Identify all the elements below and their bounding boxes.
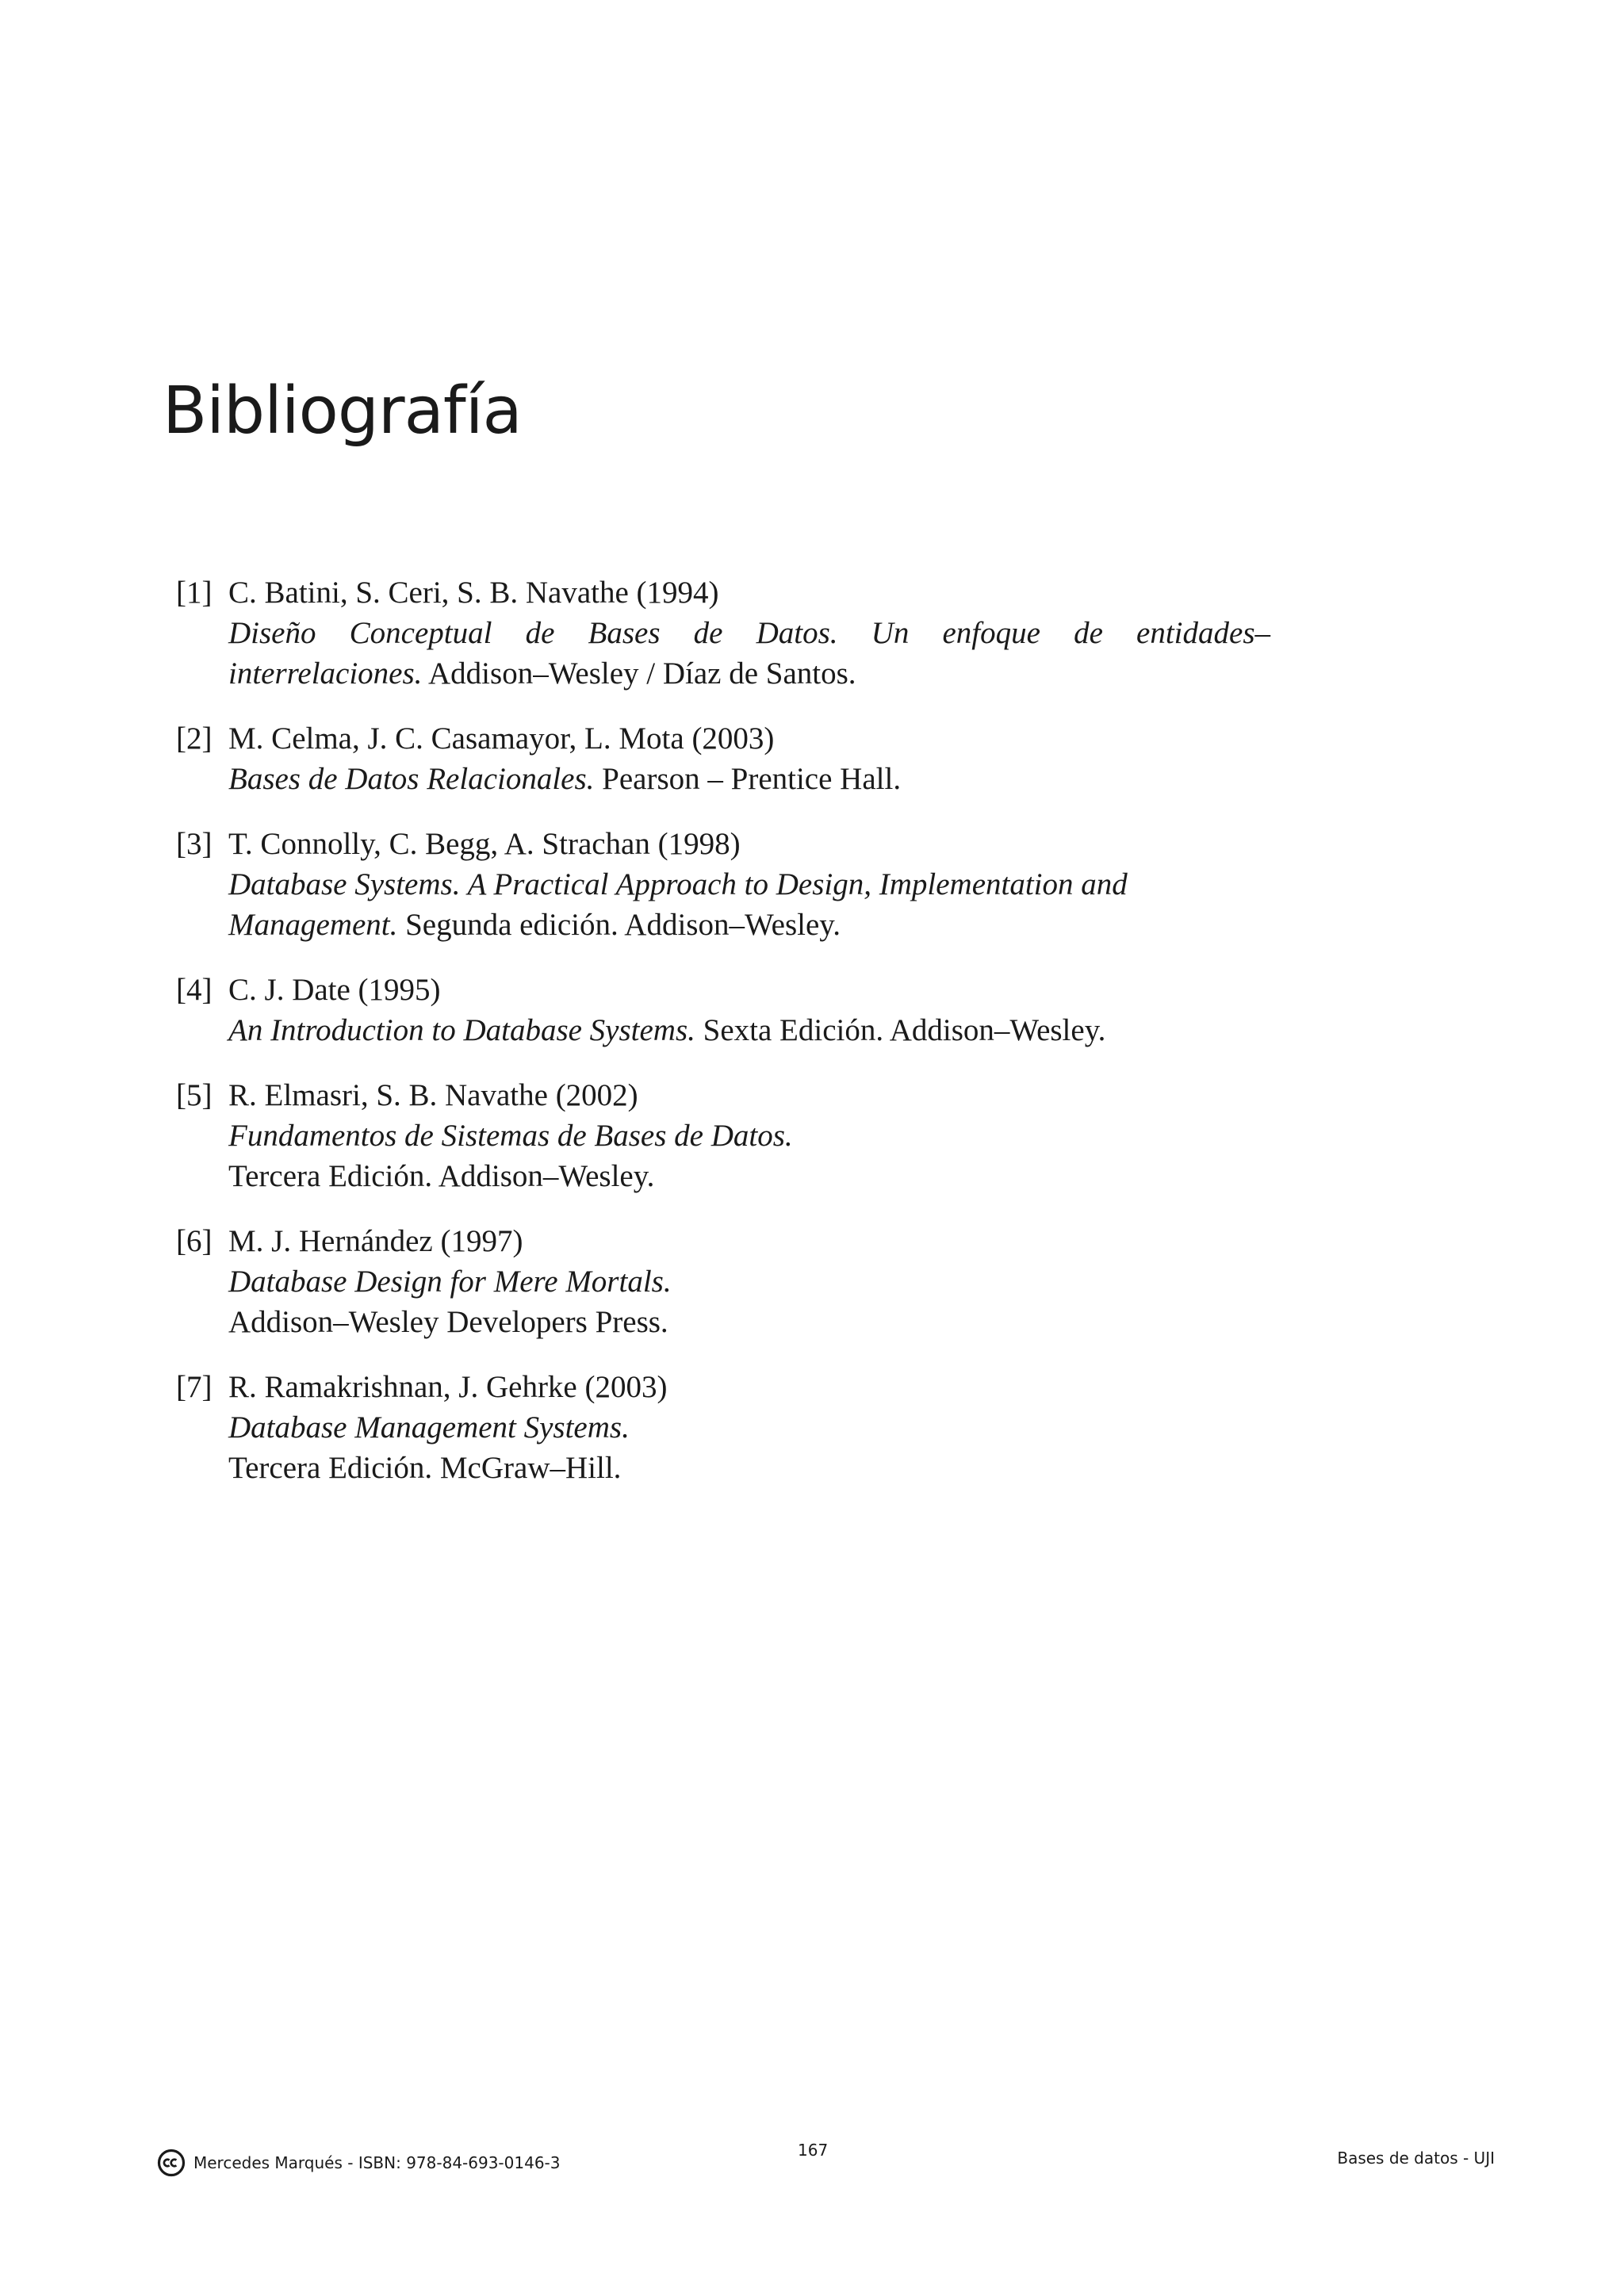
entry-publisher: Addison–Wesley Developers Press. bbox=[228, 1305, 668, 1339]
entry-number: [7] bbox=[176, 1370, 213, 1404]
entry-title: An Introduction to Database Systems. bbox=[228, 1013, 695, 1047]
entry-authors: M. Celma, J. C. Casamayor, L. Mota (2003) bbox=[228, 721, 775, 756]
entry-number: [3] bbox=[176, 827, 213, 861]
entry-title-line bbox=[228, 1010, 1270, 1050]
entry-title-continuation bbox=[228, 653, 1270, 694]
entry-title: Diseño Conceptual de Bases de Datos. Un enfoque de entidades– bbox=[228, 616, 1270, 650]
entry-publisher: Tercera Edición. McGraw–Hill. bbox=[228, 1451, 622, 1485]
entry-publisher: Addison–Wesley / Díaz de Santos. bbox=[422, 656, 856, 691]
entry-title: Database Design for Mere Mortals. bbox=[228, 1265, 672, 1299]
footer-author-isbn: Mercedes Marqués - ISBN: 978-84-693-0146-3 bbox=[193, 2153, 561, 2172]
bibliography-list bbox=[176, 572, 1270, 1513]
entry-number: [2] bbox=[176, 721, 213, 756]
entry-title: Database Management Systems. bbox=[228, 1410, 630, 1445]
entry-publisher: Sexta Edición. Addison–Wesley. bbox=[695, 1013, 1106, 1047]
bibliography-entry-4 bbox=[176, 970, 1270, 1050]
entry-title-end: Management. bbox=[228, 908, 398, 942]
entry-title: Bases de Datos Relacionales. bbox=[228, 762, 595, 796]
entry-authors: R. Elmasri, S. B. Navathe (2002) bbox=[228, 1078, 638, 1112]
entry-number: [4] bbox=[176, 973, 213, 1007]
entry-title-line bbox=[228, 759, 1270, 799]
entry-authors: T. Connolly, C. Begg, A. Strachan (1998) bbox=[228, 827, 741, 861]
entry-publisher: Pearson – Prentice Hall. bbox=[594, 762, 902, 796]
entry-title-continuation bbox=[228, 905, 1270, 945]
bibliography-entry-7 bbox=[176, 1367, 1270, 1488]
page-footer bbox=[0, 2141, 1624, 2188]
entry-publisher: Segunda edición. Addison–Wesley. bbox=[397, 908, 841, 942]
entry-title: Database Systems. A Practical Approach to Design, Implementation and bbox=[228, 867, 1128, 901]
page-number: 167 bbox=[798, 2141, 829, 2160]
entry-publisher: Tercera Edición. Addison–Wesley. bbox=[228, 1159, 655, 1193]
creative-commons-icon bbox=[157, 2149, 186, 2177]
entry-number: [1] bbox=[176, 576, 213, 610]
entry-title-end: interrelaciones. bbox=[228, 656, 423, 691]
page-title: Bibliografía bbox=[163, 373, 522, 449]
footer-book-title: Bases de datos - UJI bbox=[1337, 2149, 1495, 2168]
bibliography-entry-1 bbox=[176, 572, 1270, 694]
bibliography-entry-5 bbox=[176, 1075, 1270, 1196]
entry-number: [6] bbox=[176, 1224, 213, 1258]
footer-left bbox=[157, 2149, 561, 2177]
bibliography-entry-2 bbox=[176, 718, 1270, 799]
entry-authors: M. J. Hernández (1997) bbox=[228, 1224, 523, 1258]
entry-authors: C. J. Date (1995) bbox=[228, 973, 441, 1007]
entry-title: Fundamentos de Sistemas de Bases de Datos. bbox=[228, 1119, 793, 1153]
bibliography-entry-3 bbox=[176, 824, 1270, 945]
entry-number: [5] bbox=[176, 1078, 213, 1112]
entry-authors: R. Ramakrishnan, J. Gehrke (2003) bbox=[228, 1370, 668, 1404]
bibliography-entry-6 bbox=[176, 1221, 1270, 1342]
entry-authors: C. Batini, S. Ceri, S. B. Navathe (1994) bbox=[228, 576, 719, 610]
